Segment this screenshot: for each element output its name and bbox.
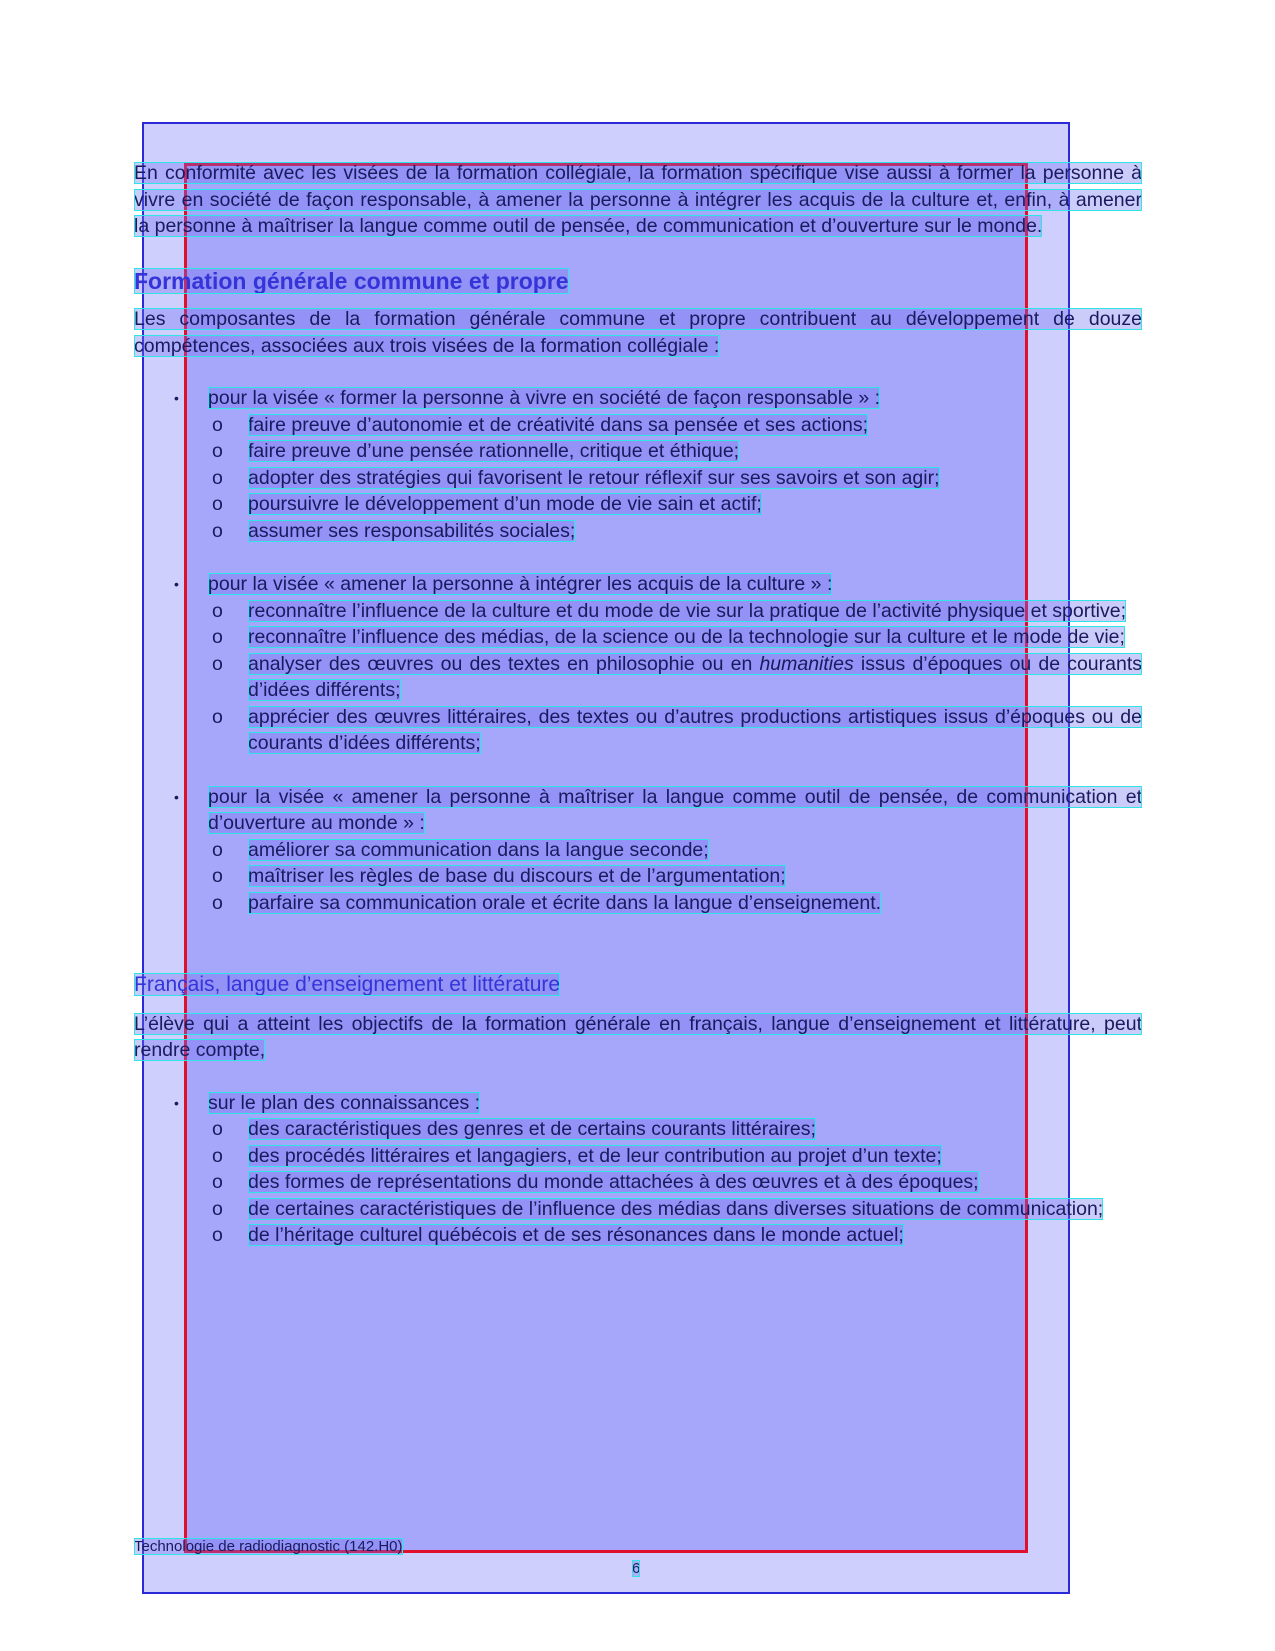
list-item: o de l’héritage culturel québécois et de ses résonances dans le monde actuel; [134, 1222, 1142, 1249]
list-item: • pour la visée « former la personne à vivre en société de façon responsable » : [134, 385, 1142, 412]
list-item: o apprécier des œuvres littéraires, des textes ou d’autres productions artistiques issus d’époques ou de courants d’idées différents; [212, 705, 1142, 754]
list-item: o améliorer sa communication dans la langue seconde; [134, 837, 1142, 864]
list-item: • pour la visée « amener la personne à intégrer les acquis de la culture » : [134, 571, 1142, 598]
circle-bullet-icon: o [212, 493, 223, 515]
bullet-icon: • [174, 390, 179, 406]
list-item: o adopter des stratégies qui favorisent le retour réflexif sur ses savoirs et son agir; [134, 465, 1142, 492]
circle-bullet-icon: o [212, 1171, 223, 1193]
circle-bullet-icon: o [212, 838, 223, 861]
list-item: o des caractéristiques des genres et de certains courants littéraires; [134, 1116, 1142, 1143]
list-item: o de certaines caractéristiques de l’influence des médias dans diverses situations de communication; [134, 1196, 1142, 1223]
circle-bullet-icon: o [212, 1144, 223, 1167]
list-item: o parfaire sa communication orale et écrite dans la langue d’enseignement. [134, 890, 1142, 917]
circle-bullet-icon: o [212, 1118, 223, 1140]
circle-bullet-icon: o [212, 891, 223, 914]
circle-bullet-icon: o [212, 466, 223, 489]
list-item: o maîtriser les règles de base du discours et de l’argumentation; [134, 863, 1142, 890]
list-item: • sur le plan des connaissances : [134, 1090, 1142, 1117]
section-title-formation-generale: Formation générale commune et propre [134, 267, 569, 294]
footer-program: Technologie de radiodiagnostic (142.H0) [134, 1538, 403, 1555]
list-item: o poursuivre le développement d’un mode de vie sain et actif; [134, 491, 1142, 518]
list-item: o analyser des œuvres ou des textes en philosophie ou en humanities issus d’époques ou de courants d’idées différents; [212, 652, 1142, 701]
list-item: o reconnaître l’influence de la culture et du mode de vie sur la pratique de l’activité physique et sportive; [134, 598, 1142, 625]
circle-bullet-icon: o [212, 413, 223, 436]
list-item: • pour la visée « amener la personne à maîtriser la langue comme outil de pensée, de communication et d’ouverture au monde » : [174, 785, 1142, 834]
list-item: o des formes de représentations du monde attachées à des œuvres et à des époques; [134, 1169, 1142, 1196]
circle-bullet-icon: o [212, 865, 223, 887]
bullet-icon: • [174, 576, 179, 592]
page-number: 6 [632, 1560, 641, 1577]
circle-bullet-icon: o [212, 440, 223, 462]
section-title-francais: Français, langue d’enseignement et littérature [134, 973, 561, 996]
circle-bullet-icon: o [212, 599, 223, 622]
list-item: o reconnaître l’influence des médias, de la science ou de la technologie sur la culture et le mode de vie; [134, 624, 1142, 651]
list-item: o faire preuve d’une pensée rationnelle, critique et éthique; [134, 438, 1142, 465]
section2-intro: L’élève qui a atteint les objectifs de la formation générale en français, langue d’enseignement et littérature, peut rendre compte, [134, 1012, 1142, 1061]
document-body [134, 160, 1142, 1249]
circle-bullet-icon: o [212, 705, 223, 728]
bullet-icon: • [174, 1094, 179, 1111]
bullet-icon: • [174, 788, 179, 805]
circle-bullet-icon: o [212, 519, 223, 542]
circle-bullet-icon: o [212, 652, 223, 675]
circle-bullet-icon: o [212, 626, 223, 648]
list-item: o des procédés littéraires et langagiers, et de leur contribution au projet d’un texte; [134, 1143, 1142, 1170]
list-item: o faire preuve d’autonomie et de créativité dans sa pensée et ses actions; [134, 412, 1142, 439]
intro-paragraph: En conformité avec les visées de la formation collégiale, la formation spécifique vise aussi à former la personne à vivre en société de façon responsable, à amener la personne à intégrer les acquis de la culture et, enfin, à amener la personne à maîtriser la langue comme outil de pensée, de communication et d’ouverture sur le monde. [134, 162, 1142, 237]
section1-intro: Les composantes de la formation générale commune et propre contribuent au développement de douze compétences, associées aux trois visées de la formation collégiale : [134, 308, 1142, 357]
list-item: o assumer ses responsabilités sociales; [134, 518, 1142, 545]
circle-bullet-icon: o [212, 1224, 223, 1246]
circle-bullet-icon: o [212, 1197, 223, 1220]
